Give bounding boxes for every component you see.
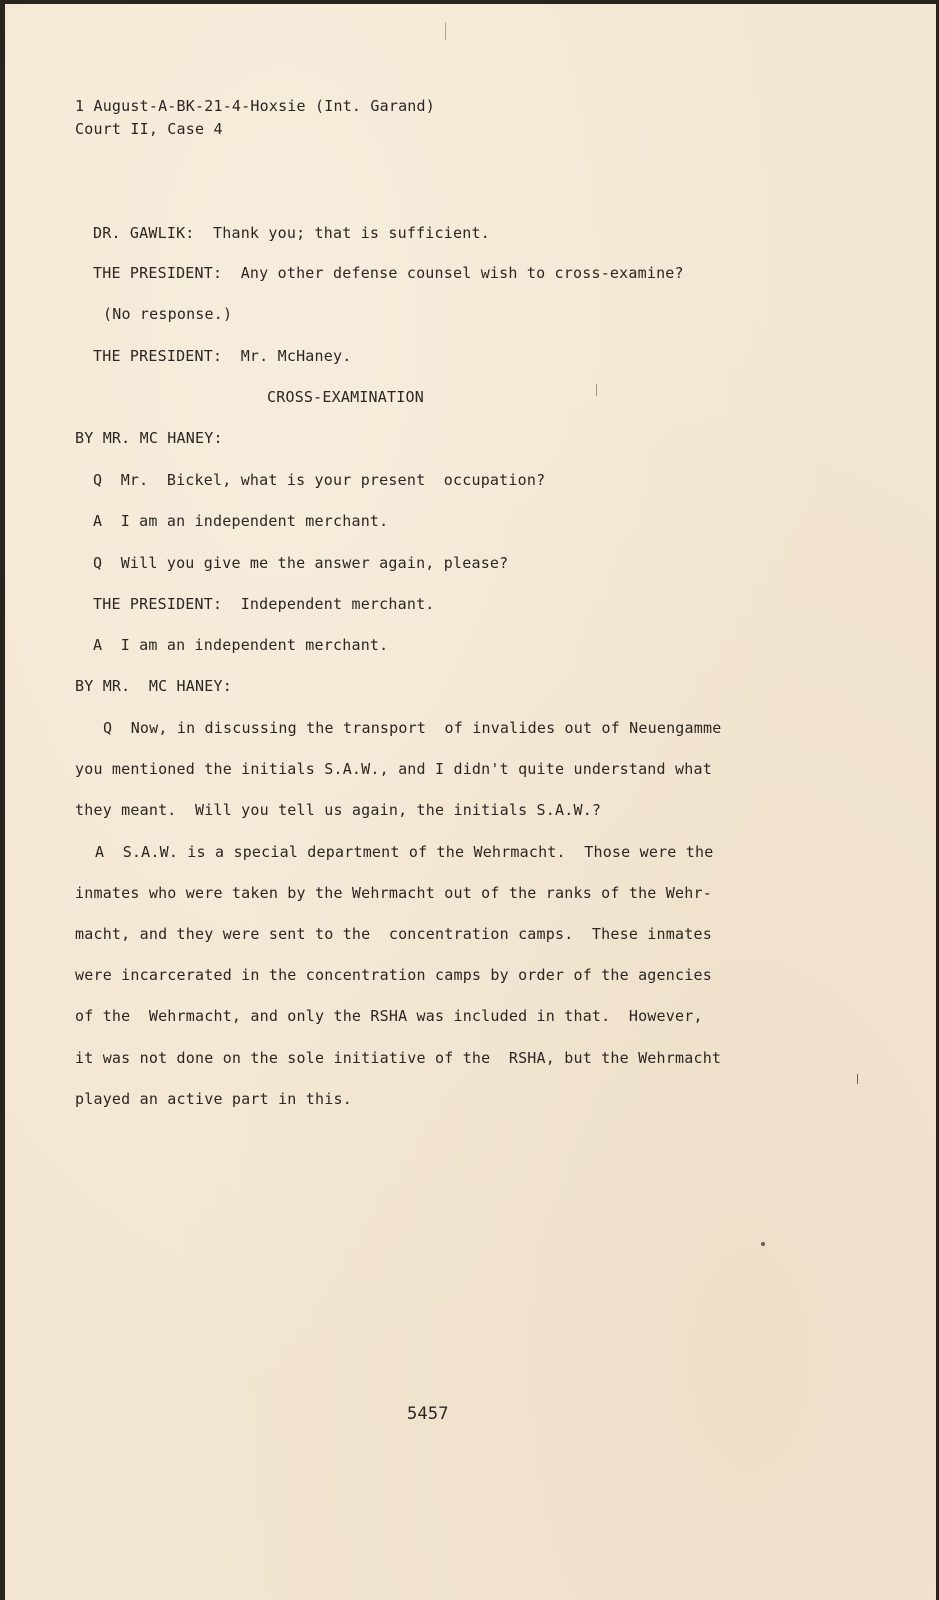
answer-line: it was not done on the sole initiative of the RSHA, but the Wehrmacht bbox=[75, 1049, 722, 1067]
transcript-line: THE PRESIDENT: Mr. McHaney. bbox=[93, 347, 352, 365]
question-line: you mentioned the initials S.A.W., and I didn't quite understand what bbox=[75, 760, 712, 778]
transcript-line: (No response.) bbox=[103, 305, 233, 323]
answer-line: of the Wehrmacht, and only the RSHA was included in that. However, bbox=[75, 1007, 703, 1025]
paper-speck bbox=[761, 1242, 765, 1246]
paper-speck bbox=[596, 384, 597, 396]
examiner-heading: BY MR. MC HANEY: bbox=[75, 429, 223, 447]
examiner-heading: BY MR. MC HANEY: bbox=[75, 677, 232, 695]
question-line: Q Now, in discussing the transport of invalides out of Neuengamme bbox=[103, 719, 722, 737]
paper-speck bbox=[445, 22, 446, 40]
page-number: 5457 bbox=[407, 1404, 449, 1424]
answer-line: A S.A.W. is a special department of the Wehrmacht. Those were the bbox=[95, 843, 714, 861]
transcript-line: Q Will you give me the answer again, please? bbox=[93, 554, 509, 572]
section-heading: CROSS-EXAMINATION bbox=[267, 388, 424, 406]
transcript-line: THE PRESIDENT: Any other defense counsel wish to cross-examine? bbox=[93, 264, 684, 282]
header-court-case: Court II, Case 4 bbox=[75, 120, 223, 138]
answer-line: inmates who were taken by the Wehrmacht out of the ranks of the Wehr- bbox=[75, 884, 712, 902]
transcript-line: DR. GAWLIK: Thank you; that is sufficient. bbox=[93, 224, 490, 242]
answer-line: macht, and they were sent to the concentration camps. These inmates bbox=[75, 925, 712, 943]
transcript-line: A I am an independent merchant. bbox=[93, 636, 389, 654]
answer-line: played an active part in this. bbox=[75, 1090, 352, 1108]
header-case-reference: 1 August-A-BK-21-4-Hoxsie (Int. Garand) bbox=[75, 97, 435, 115]
transcript-line: A I am an independent merchant. bbox=[93, 512, 389, 530]
answer-line: were incarcerated in the concentration camps by order of the agencies bbox=[75, 966, 712, 984]
transcript-line: Q Mr. Bickel, what is your present occupation? bbox=[93, 471, 546, 489]
question-line: they meant. Will you tell us again, the initials S.A.W.? bbox=[75, 801, 602, 819]
paper-speck bbox=[857, 1074, 858, 1084]
document-page bbox=[5, 4, 936, 1600]
transcript-line: THE PRESIDENT: Independent merchant. bbox=[93, 595, 435, 613]
